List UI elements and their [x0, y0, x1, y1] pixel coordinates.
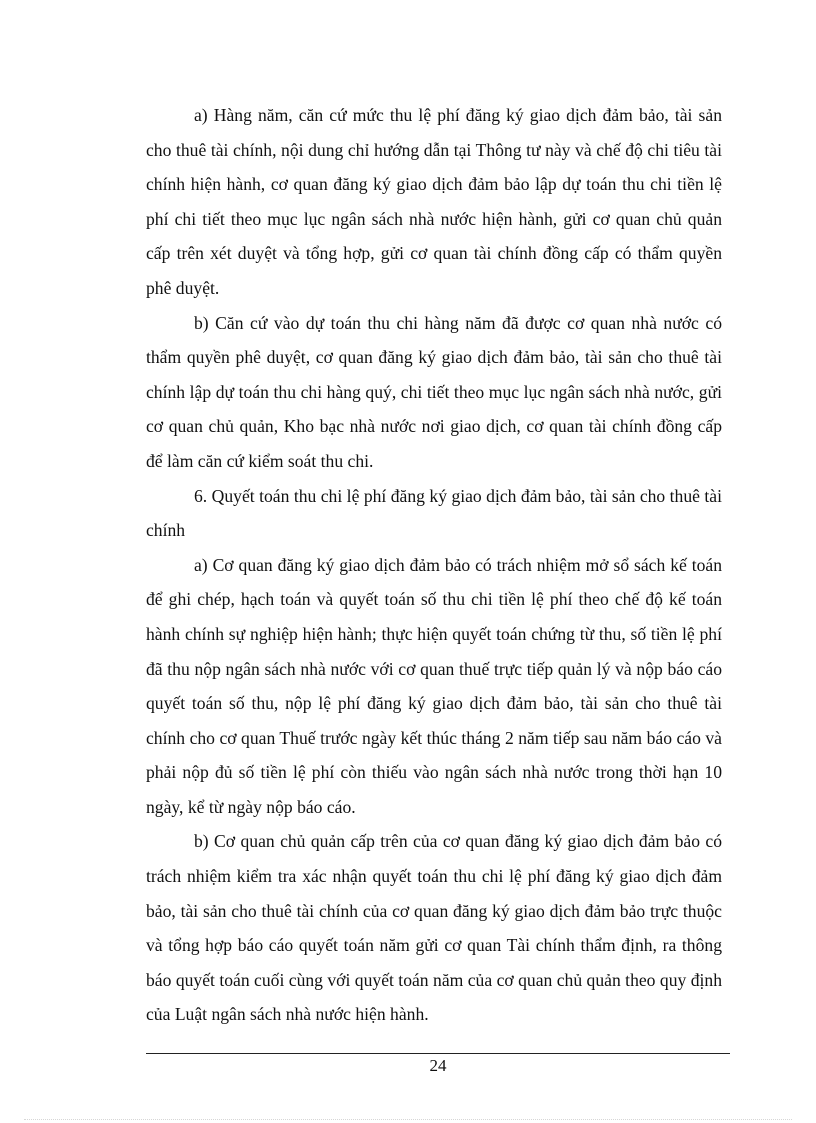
document-body — [146, 98, 722, 1032]
page-bottom-edge — [24, 1119, 792, 1120]
page-number: 24 — [429, 1056, 447, 1075]
section-heading-settlement: 6. Quyết toán thu chi lệ phí đăng ký giao dịch đảm bảo, tài sản cho thuê tài chính — [146, 485, 722, 541]
paragraph-quarterly-estimate: b) Căn cứ vào dự toán thu chi hàng năm đã được cơ quan nhà nước có thẩm quyền phê duyệt, cơ quan đăng ký giao dịch đảm bảo, tài sản cho thuê tài chính lập dự toán thu chi hàng quý, chi tiết theo mục lục ngân sách nhà nước, gửi cơ quan chủ quản, Kho bạc nhà nước nơi giao dịch, cơ quan tài chính đồng cấp để làm căn cứ kiểm soát thu chi. — [146, 312, 722, 471]
footer-divider — [146, 1053, 730, 1054]
paragraph-accounting-settlement: a) Cơ quan đăng ký giao dịch đảm bảo có trách nhiệm mở sổ sách kế toán để ghi chép, hạch toán và quyết toán số thu chi tiền lệ phí theo chế độ kế toán hành chính sự nghiệp hiện hành; thực hiện quyết toán chứng từ thu, số tiền lệ phí đã thu nộp ngân sách nhà nước với cơ quan thuế trực tiếp quản lý và nộp báo cáo quyết toán số thu, nộp lệ phí đăng ký giao dịch đảm bảo, tài sản cho thuê tài chính cho cơ quan Thuế trước ngày kết thúc tháng 2 năm tiếp sau năm báo cáo và phải nộp đủ số tiền lệ phí còn thiếu vào ngân sách nhà nước trong thời hạn 10 ngày, kể từ ngày nộp báo cáo. — [146, 554, 722, 817]
paragraph-supervisor-verification: b) Cơ quan chủ quản cấp trên của cơ quan đăng ký giao dịch đảm bảo có trách nhiệm kiểm tra xác nhận quyết toán thu chi lệ phí đăng ký giao dịch đảm bảo, tài sản cho thuê tài chính của cơ quan đăng ký giao dịch đảm bảo trực thuộc và tổng hợp báo cáo quyết toán năm gửi cơ quan Tài chính thẩm định, ra thông báo quyết toán cuối cùng với quyết toán năm của cơ quan chủ quản theo quy định của Luật ngân sách nhà nước hiện hành. — [146, 831, 722, 1025]
paragraph-annual-estimate: a) Hàng năm, căn cứ mức thu lệ phí đăng ký giao dịch đảm bảo, tài sản cho thuê tài chính, nội dung chỉ hướng dẫn tại Thông tư này và chế độ chi tiêu tài chính hiện hành, cơ quan đăng ký giao dịch đảm bảo lập dự toán thu chi tiền lệ phí chi tiết theo mục lục ngân sách nhà nước hiện hành, gửi cơ quan chủ quản cấp trên xét duyệt và tổng hợp, gửi cơ quan tài chính đồng cấp có thẩm quyền phê duyệt. — [146, 105, 722, 298]
